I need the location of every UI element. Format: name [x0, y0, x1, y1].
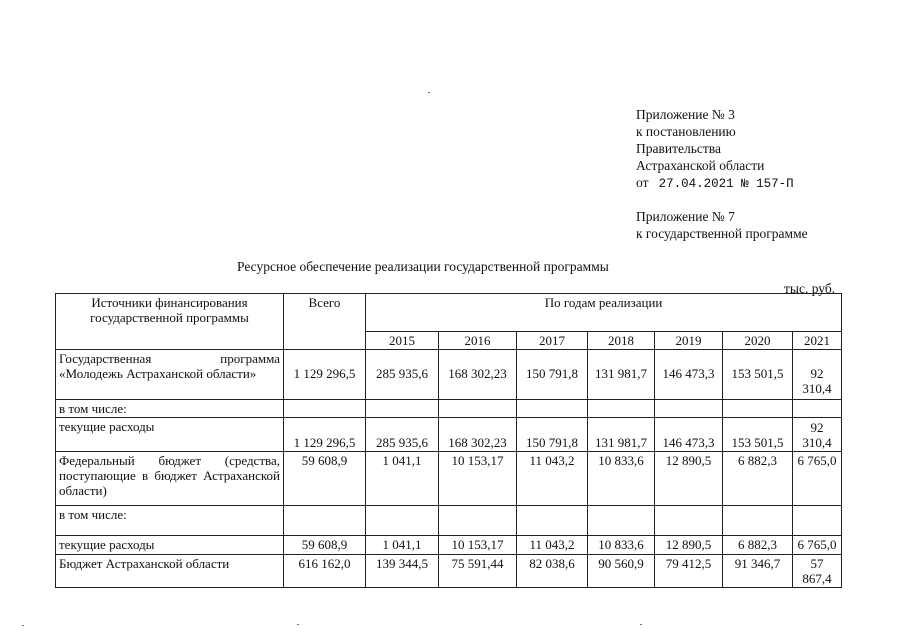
cell-value: 150 791,8	[517, 350, 588, 400]
cell-value: 91 346,7	[723, 555, 793, 588]
cell-total: 1 129 296,5	[284, 350, 366, 400]
header-source: Источники финансирования государственной программы	[56, 294, 284, 350]
cell-value	[793, 506, 842, 536]
cell-value: 153 501,5	[723, 418, 793, 452]
cell-value: 146 473,3	[655, 418, 723, 452]
cell-value: 1 041,1	[366, 452, 439, 506]
cell-value: 11 043,2	[517, 536, 588, 555]
cell-value: 285 935,6	[366, 350, 439, 400]
year-header: 2019	[655, 332, 723, 350]
cell-value: 10 833,6	[588, 536, 655, 555]
scan-speck	[428, 92, 430, 93]
cell-value	[588, 400, 655, 418]
cell-value	[366, 506, 439, 536]
document-title: Ресурсное обеспечение реализации государственной программы	[237, 259, 609, 274]
cell-value	[366, 400, 439, 418]
cell-value	[439, 400, 517, 418]
appendix-3-date-line	[636, 174, 794, 193]
table-row-federal-budget	[56, 452, 842, 506]
cell-value: 82 038,6	[517, 555, 588, 588]
funding-table	[55, 293, 842, 588]
unit-label: тыс. руб.	[784, 281, 836, 296]
row-label: Государственная программа «Молодежь Астраханской области»	[56, 350, 284, 400]
cell-value: 139 344,5	[366, 555, 439, 588]
cell-value: 146 473,3	[655, 350, 723, 400]
cell-value: 6 882,3	[723, 536, 793, 555]
appendix-3-line: к постановлению	[636, 124, 736, 139]
cell-value: 10 833,6	[588, 452, 655, 506]
appendix-3-line: Правительства	[636, 141, 721, 156]
cell-value: 92 310,4	[793, 418, 842, 452]
header-years: По годам реализации	[366, 294, 842, 332]
cell-value	[439, 506, 517, 536]
year-header: 2018	[588, 332, 655, 350]
appendix-3-header	[636, 106, 794, 193]
row-label: текущие расходы	[56, 536, 284, 555]
cell-value: 79 412,5	[655, 555, 723, 588]
cell-value	[723, 400, 793, 418]
cell-value	[655, 400, 723, 418]
row-label: в том числе:	[56, 400, 284, 418]
cell-value: 90 560,9	[588, 555, 655, 588]
appendix-3-line: Астраханской области	[636, 158, 765, 173]
row-label: текущие расходы	[56, 418, 284, 452]
table-row-including	[56, 506, 842, 536]
date-prefix: от	[636, 175, 649, 190]
cell-total: 59 608,9	[284, 452, 366, 506]
cell-value: 168 302,23	[439, 350, 517, 400]
header-total: Всего	[284, 294, 366, 350]
table-row-current-expenses	[56, 536, 842, 555]
table-header-row	[56, 294, 842, 332]
year-header: 2017	[517, 332, 588, 350]
cell-value: 57 867,4	[793, 555, 842, 588]
cell-value: 6 882,3	[723, 452, 793, 506]
resolution-date-number: 27.04.2021 № 157-П	[658, 177, 794, 191]
appendix-7-line: Приложение № 7	[636, 209, 735, 224]
cell-value: 75 591,44	[439, 555, 517, 588]
cell-total	[284, 400, 366, 418]
row-label: Бюджет Астраханской области	[56, 555, 284, 588]
cell-value: 168 302,23	[439, 418, 517, 452]
cell-value	[517, 506, 588, 536]
cell-value: 92 310,4	[793, 350, 842, 400]
appendix-3-line: Приложение № 3	[636, 107, 735, 122]
table-row-regional-budget	[56, 555, 842, 588]
cell-value: 1 041,1	[366, 536, 439, 555]
cell-value: 12 890,5	[655, 536, 723, 555]
row-label: Федеральный бюджет (средства, поступающие в бюджет Астраханской области)	[56, 452, 284, 506]
cell-value: 10 153,17	[439, 536, 517, 555]
year-header: 2021	[793, 332, 842, 350]
appendix-7-header	[636, 208, 808, 242]
cell-value: 285 935,6	[366, 418, 439, 452]
table-row-current-expenses	[56, 418, 842, 452]
appendix-7-line: к государственной программе	[636, 226, 808, 241]
cell-value: 131 981,7	[588, 418, 655, 452]
cell-total	[284, 506, 366, 536]
cell-value: 6 765,0	[793, 452, 842, 506]
cell-value: 150 791,8	[517, 418, 588, 452]
cell-value: 6 765,0	[793, 536, 842, 555]
scan-speck	[640, 624, 642, 625]
cell-value	[517, 400, 588, 418]
year-header: 2015	[366, 332, 439, 350]
cell-value: 12 890,5	[655, 452, 723, 506]
cell-value: 131 981,7	[588, 350, 655, 400]
cell-total: 616 162,0	[284, 555, 366, 588]
cell-value: 10 153,17	[439, 452, 517, 506]
cell-total: 1 129 296,5	[284, 418, 366, 452]
table-row-including	[56, 400, 842, 418]
scan-speck	[297, 624, 299, 625]
row-label: в том числе:	[56, 506, 284, 536]
table-row-program	[56, 350, 842, 400]
year-header: 2016	[439, 332, 517, 350]
cell-value: 153 501,5	[723, 350, 793, 400]
cell-value: 11 043,2	[517, 452, 588, 506]
cell-value	[588, 506, 655, 536]
cell-value	[793, 400, 842, 418]
cell-total: 59 608,9	[284, 536, 366, 555]
scan-speck	[22, 625, 24, 626]
cell-value	[723, 506, 793, 536]
cell-value	[655, 506, 723, 536]
year-header: 2020	[723, 332, 793, 350]
